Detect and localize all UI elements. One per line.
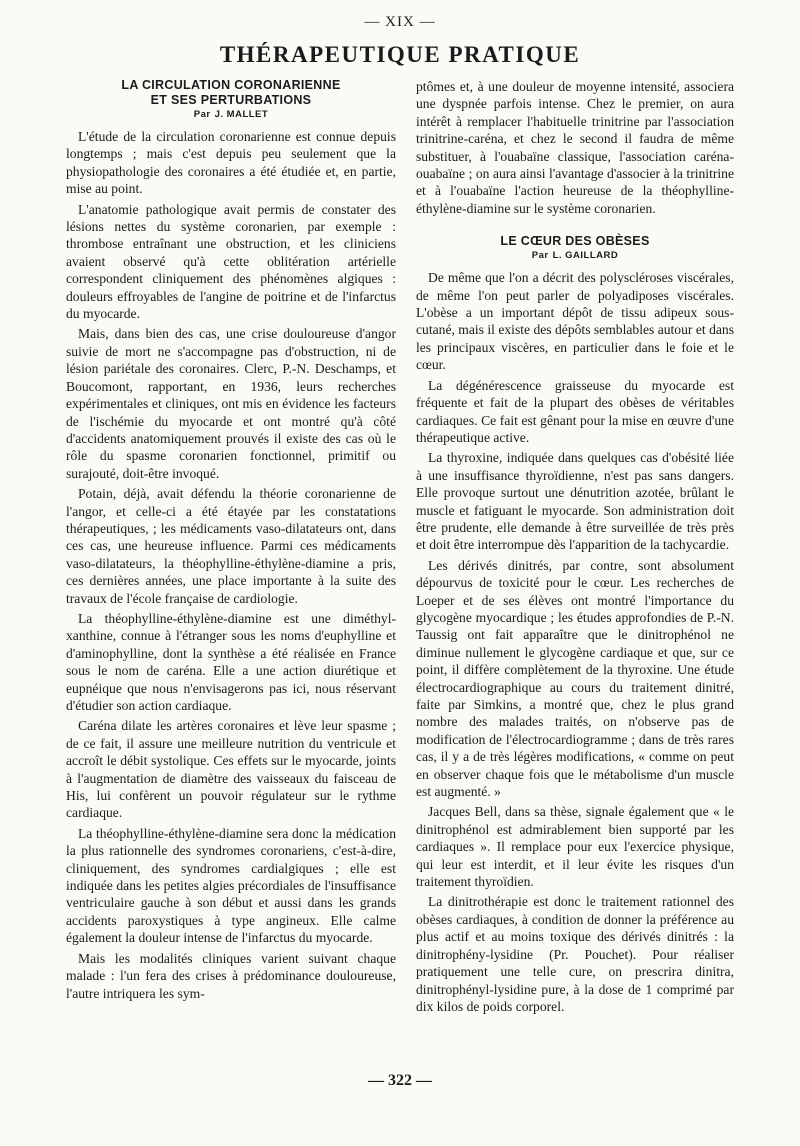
- article1-continuation: ptômes et, à une douleur de moyenne intensité, associera une dyspnée parfois intense. Chez le premier, on aura intérêt à remplacer l'habituelle trinitrine par l'association trinitrine-caréna, et chez le second il faudra de même substituer, à l'ouabaïne classique, l'association caréna-ouabaïne ; on aura ainsi l'avantage d'associer à la trinitrine et à l'ouabaïne l'action heureuse de la théophylline-éthylène-diamine sur le système coronarien.: [416, 79, 734, 216]
- section-title: THÉRAPEUTIQUE PRATIQUE: [219, 42, 581, 67]
- article2-author: L. GAILLARD: [552, 250, 619, 262]
- article1-paragraph: Potain, déjà, avait défendu la théorie coronarienne de l'angor, et celle-ci a été étayée par les constatations thérapeutiques, ; les médicaments vaso-dilatateurs ont, dans ces cas, une heureuse influence. Parmi ces médicaments vaso-dilatateurs, la théophylline-éthylène-diamine a pris, ces dernières années, une place importante à la suite des travaux de l'école française de cardiologie.: [66, 486, 396, 606]
- article1-paragraph: La théophylline-éthylène-diamine sera donc la médication la plus rationnelle des syndromes coronariens, c'est-à-dire, cliniquement, des syndromes cardialgiques ; elle est indiquée dans les petites algies précordiales de l'insuffisance ventriculaire gauche à son début et aussi dans les grands accidents paroxystiques à type angineux. Elle calme également la douleur intense de l'infarctus du myocarde.: [66, 825, 396, 946]
- article2-paragraph: La thyroxine, indiquée dans quelques cas d'obésité liée à une insuffisance thyroïdienne, n'est pas sans dangers. Elle provoque surtout une dénutrition azotée, brûlant le muscle et fatiguant le myocarde. Son administration doit être prudente, elle demande à être surveillée de très près et doit être interrompue dès l'apparition de la tachycardie.: [416, 450, 734, 553]
- article1-byline: [66, 109, 396, 120]
- article1-title-line2: ET SES PERTURBATIONS: [150, 93, 312, 107]
- article2-paragraph: La dinitrothérapie est donc le traitement rationnel des obèses cardiaques, à condition de donner la préférence au plus actif et au moins toxique des dérivés dinitrés : la dinitrophény-lysidine (Pr. Pouchet). Pour réaliser pratiquement une telle cure, on prescrira dinitra, dinitrophényl-lysidine pure, à la dose de 1 comprimé par dix kilos de poids corporel.: [416, 894, 734, 1014]
- article2-paragraph: Les dérivés dinitrés, par contre, sont absolument dépourvus de toxicité pour le cœur. Les recherches de Loeper et de ses élèves ont montré l'importance du glycogène myocardique ; les études approfondies de P.-N. Taussig ont fait apparaître que le dinitrophénol ne diminue nullement le glycogène cardiaque et que, sur ce point, il diffère complètement de la thyroxine. Une étude électrocardiographique au cours du traitement dinitré, faite par Simkins, a montré que, chez le plus grand nombre des malades traités, on n'observe pas de modification de l'électrocardiogramme ; dans de très rares cas, il y a de très légères modifications, « comme on peut en observer chaque fois que le métabolisme d'un muscle est augmenté. »: [416, 557, 734, 800]
- article1-paragraph: L'étude de la circulation coronarienne est connue depuis longtemps ; mais c'est depuis peu seulement que la physiopathologie des coronaires a été étudiée et, en partie, mise au point.: [66, 129, 396, 197]
- article2-title: LE CŒUR DES OBÈSES: [500, 234, 650, 249]
- page-number: — 322 —: [368, 1072, 432, 1089]
- article1-paragraph: La théophylline-éthylène-diamine est une diméthyl-xanthine, connue à l'étranger sous les noms d'euphylline et d'aminophylline, dont la synthèse a été réalisée en France sous le nom de caréna. Elle a une action diurétique et eupnéique que nous n'envisagerons pas ici, nous réservant d'étudier son action cardiaque.: [66, 610, 396, 713]
- left-column: [66, 78, 396, 1005]
- article2-byline: [416, 250, 734, 261]
- article1-paragraph: Mais les modalités cliniques varient suivant chaque malade : l'un fera des crises à prédominance douloureuse, l'autre intriquera les sym-: [66, 950, 396, 1001]
- right-column: [416, 78, 734, 1018]
- article1-title-line1: LA CIRCULATION CORONARIENNE: [121, 78, 341, 92]
- article2-paragraph: Jacques Bell, dans sa thèse, signale également que « le dinitrophénol est admirablement bien supporté par les cardiaques ». Il remplace pour eux l'exercice physique, qui leur est interdit, et il leur évite les risques d'un traitement thyroïdien.: [416, 804, 734, 890]
- article1-paragraph: Mais, dans bien des cas, une crise douloureuse d'angor suivie de mort ne s'accompagne pas d'obstruction, ni de lésion pariétale des coronaires. Clerc, P.-N. Deschamps, et Boucomont, rapportant, en 1936, leurs recherches expérimentales et cliniques, ont mis en évidence les facteurs de l'ischémie du myocarde et ont montré qu'à côté d'accidents anatomiquement prouvés il existe des cas où le rôle du spasme coronarien fonctionnel, primitif ou surajouté, doit-être invoqué.: [66, 326, 396, 481]
- article2-paragraph: De même que l'on a décrit des polyscléroses viscérales, de même l'on peut parler de polyadiposes viscérales. L'obèse a un important dépôt de tissu adipeux sous-cutané, mais il existe des dépôts semblables autour et dans les principaux viscères, en particulier dans le foie et le cœur.: [416, 270, 734, 373]
- article1-paragraph: Caréna dilate les artères coronaires et lève leur spasme ; de ce fait, il assure une meilleure nutrition du ventricule et accroît le débit systolique. Ces effets sur le myocarde, joints à l'augmentation de diamètre des vaisseaux du faisceau de His, lui confèrent un pouvoir régulateur sur le rythme cardiaque.: [66, 718, 396, 821]
- article-separator: [416, 220, 734, 234]
- article2-paragraph: La dégénérescence graisseuse du myocarde est fréquente et fait de la plupart des obèses de véritables cardiaques. Ce fait est gênant pour la mise en œuvre d'une thérapeutique active.: [416, 377, 734, 445]
- roman-folio: — XIX —: [364, 14, 436, 30]
- article1-author-prefix: Par: [193, 109, 211, 120]
- article1-title: [66, 78, 396, 108]
- article1-paragraph: L'anatomie pathologique avait permis de constater des lésions nettes du système coronarien, par exemple : thrombose entraînant une obstruction, et les cliniciens avaient observé qu'à cette oblitération artérielle correspondent cliniquement des phénomènes algiques : douleurs effroyables de l'angine de poitrine et de l'infarctus du myocarde.: [66, 201, 396, 322]
- article1-author: J. MALLET: [214, 109, 269, 120]
- article2-author-prefix: Par: [531, 250, 549, 262]
